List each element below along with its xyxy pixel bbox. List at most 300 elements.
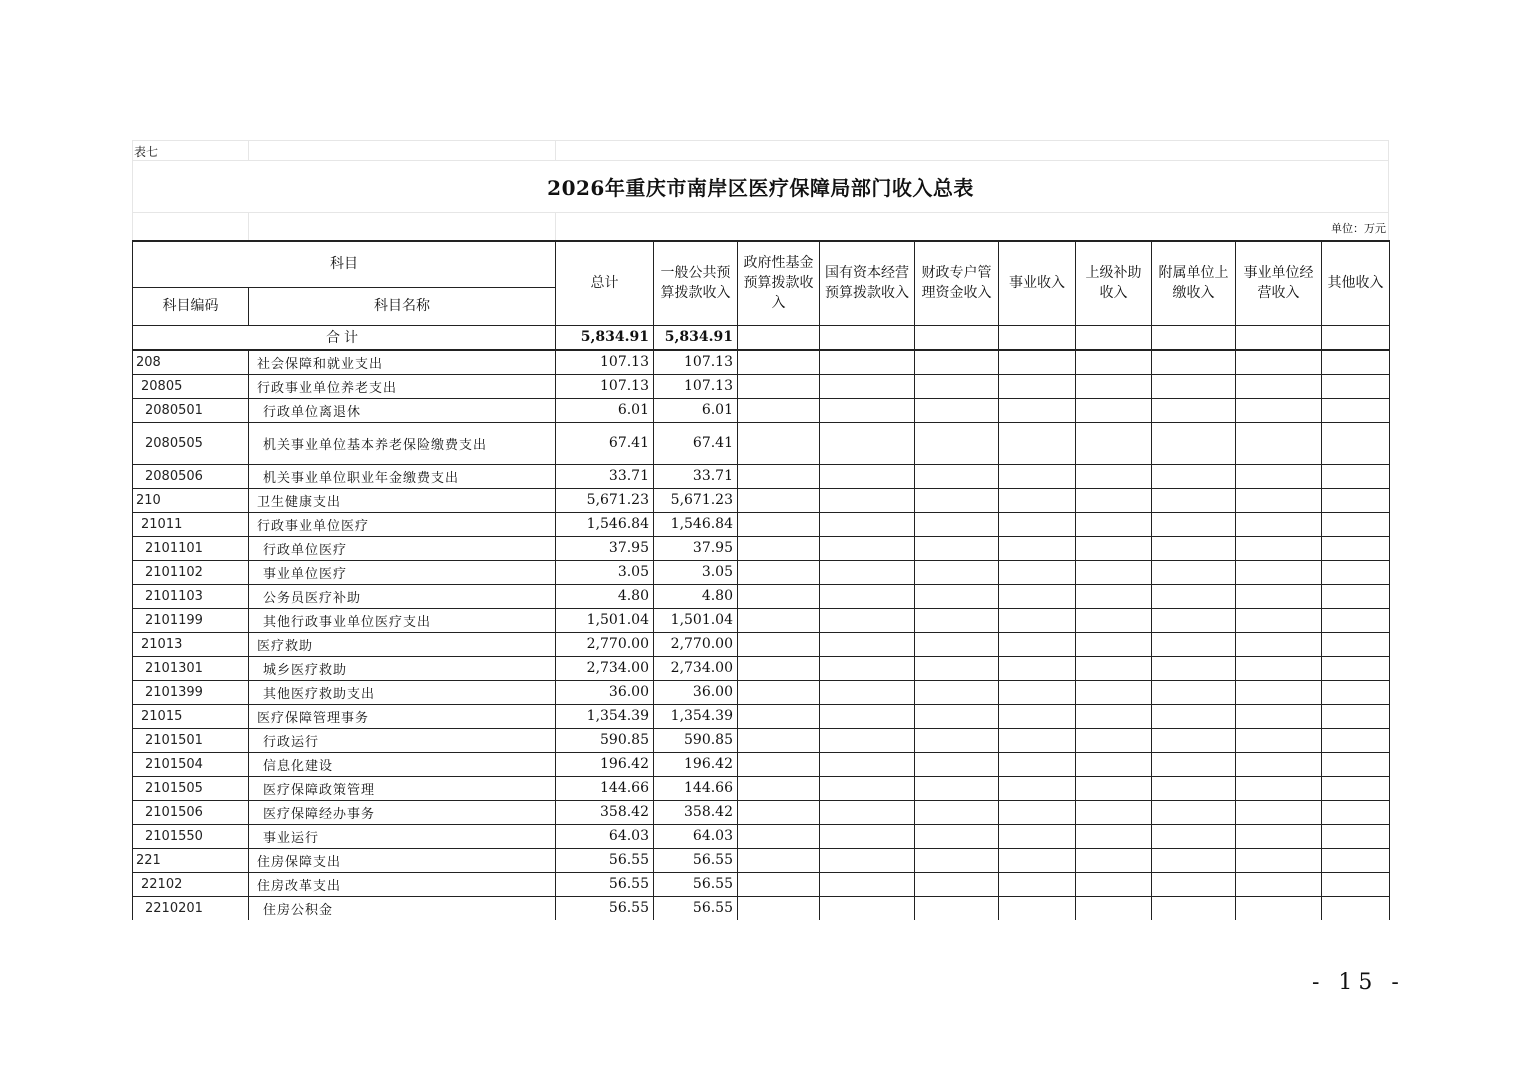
cell-general: 5,671.23 — [654, 488, 738, 512]
cell-empty — [738, 896, 820, 920]
cell-code: 2101101 — [133, 536, 249, 560]
table-row — [133, 374, 1390, 398]
cell-name: 医疗救助 — [249, 632, 556, 656]
header-general: 一般公共预算拨款收入 — [654, 241, 738, 325]
cell-empty — [999, 872, 1076, 896]
cell-empty — [1152, 374, 1236, 398]
cell-empty — [1076, 512, 1152, 536]
cell-empty — [1322, 632, 1390, 656]
cell-empty — [1236, 374, 1322, 398]
cell-total: 3.05 — [556, 560, 654, 584]
cell-empty — [1322, 584, 1390, 608]
cell-name: 医疗保障政策管理 — [249, 776, 556, 800]
cell-empty — [915, 728, 999, 752]
cell-empty — [738, 848, 820, 872]
cell-empty — [915, 374, 999, 398]
header-special: 财政专户管理资金收入 — [915, 241, 999, 325]
cell-empty — [999, 728, 1076, 752]
cell-code: 208 — [133, 350, 249, 374]
header-name: 科目名称 — [249, 287, 556, 325]
cell-general: 2,734.00 — [654, 656, 738, 680]
cell-empty — [1076, 872, 1152, 896]
cell-empty — [915, 752, 999, 776]
cell-total: 1,546.84 — [556, 512, 654, 536]
cell-general: 56.55 — [654, 872, 738, 896]
cell-code: 2101550 — [133, 824, 249, 848]
cell-empty — [915, 680, 999, 704]
cell-general: 1,546.84 — [654, 512, 738, 536]
cell-code: 2101199 — [133, 608, 249, 632]
table-row — [133, 896, 1390, 920]
page-title: 2026年重庆市南岸区医疗保障局部门收入总表 — [547, 176, 974, 200]
table-row — [133, 560, 1390, 584]
cell-empty — [1322, 374, 1390, 398]
cell-empty — [738, 398, 820, 422]
cell-empty — [915, 350, 999, 374]
table-row — [133, 776, 1390, 800]
cell-general: 33.71 — [654, 464, 738, 488]
cell-code: 20805 — [133, 374, 249, 398]
cell-empty — [1076, 398, 1152, 422]
cell-empty — [1076, 680, 1152, 704]
cell-empty — [1236, 512, 1322, 536]
cell-code: 21015 — [133, 704, 249, 728]
total-general: 5,834.91 — [654, 325, 738, 350]
cell-empty — [820, 398, 915, 422]
table-row — [133, 800, 1390, 824]
cell-empty — [820, 512, 915, 536]
cell-name: 其他医疗救助支出 — [249, 680, 556, 704]
cell-total: 107.13 — [556, 350, 654, 374]
cell-total: 1,354.39 — [556, 704, 654, 728]
cell-empty — [915, 656, 999, 680]
cell-empty — [1322, 656, 1390, 680]
cell-general: 107.13 — [654, 374, 738, 398]
table-row — [133, 824, 1390, 848]
cell-empty — [915, 464, 999, 488]
cell-empty — [1152, 704, 1236, 728]
cell-empty — [1322, 422, 1390, 464]
table-label: 表七 — [134, 145, 159, 159]
cell-name: 医疗保障管理事务 — [249, 704, 556, 728]
cell-total: 144.66 — [556, 776, 654, 800]
cell-total: 4.80 — [556, 584, 654, 608]
cell-empty — [999, 632, 1076, 656]
cell-empty — [999, 560, 1076, 584]
cell-empty — [1076, 350, 1152, 374]
cell-empty — [820, 728, 915, 752]
cell-name: 医疗保障经办事务 — [249, 800, 556, 824]
cell-empty — [1152, 512, 1236, 536]
cell-total: 1,501.04 — [556, 608, 654, 632]
cell-total: 107.13 — [556, 374, 654, 398]
cell-empty — [999, 704, 1076, 728]
cell-code: 21011 — [133, 512, 249, 536]
cell-code: 2101103 — [133, 584, 249, 608]
cell-empty — [738, 422, 820, 464]
cell-total: 56.55 — [556, 872, 654, 896]
cell-empty — [915, 776, 999, 800]
cell-empty — [1322, 680, 1390, 704]
cell-empty — [738, 800, 820, 824]
cell-empty — [915, 632, 999, 656]
cell-empty — [915, 584, 999, 608]
cell-empty — [1152, 848, 1236, 872]
cell-total: 67.41 — [556, 422, 654, 464]
cell-empty — [1236, 752, 1322, 776]
cell-empty — [1236, 824, 1322, 848]
cell-general: 64.03 — [654, 824, 738, 848]
cell-empty — [999, 488, 1076, 512]
cell-general: 2,770.00 — [654, 632, 738, 656]
table-row — [133, 488, 1390, 512]
cell-empty — [820, 704, 915, 728]
cell-empty — [738, 872, 820, 896]
cell-empty — [1152, 824, 1236, 848]
cell-empty — [999, 776, 1076, 800]
cell-empty — [1076, 488, 1152, 512]
page-number: - 15 - — [1312, 970, 1405, 995]
cell-empty — [999, 512, 1076, 536]
cell-empty — [999, 584, 1076, 608]
cell-empty — [999, 536, 1076, 560]
cell-total: 56.55 — [556, 896, 654, 920]
cell-empty — [1322, 488, 1390, 512]
cell-empty — [820, 488, 915, 512]
cell-empty — [738, 536, 820, 560]
cell-empty — [1322, 398, 1390, 422]
cell-total: 590.85 — [556, 728, 654, 752]
cell-empty — [1236, 680, 1322, 704]
cell-total: 37.95 — [556, 536, 654, 560]
cell-name: 机关事业单位基本养老保险缴费支出 — [249, 422, 556, 464]
cell-name: 信息化建设 — [249, 752, 556, 776]
cell-empty — [1236, 488, 1322, 512]
header-code: 科目编码 — [133, 287, 249, 325]
cell-name: 社会保障和就业支出 — [249, 350, 556, 374]
cell-empty — [1076, 464, 1152, 488]
cell-empty — [1152, 536, 1236, 560]
cell-empty — [738, 704, 820, 728]
cell-empty — [1236, 560, 1322, 584]
cell-empty — [1076, 848, 1152, 872]
cell-code: 22102 — [133, 872, 249, 896]
cell-name: 住房公积金 — [249, 896, 556, 920]
cell-empty — [999, 398, 1076, 422]
cell-empty — [738, 512, 820, 536]
cell-empty — [999, 896, 1076, 920]
income-summary-table — [132, 240, 1390, 920]
cell-empty — [820, 680, 915, 704]
cell-empty — [1236, 848, 1322, 872]
cell-general: 1,354.39 — [654, 704, 738, 728]
table-row — [133, 350, 1390, 374]
cell-code: 210 — [133, 488, 249, 512]
cell-empty — [1322, 776, 1390, 800]
table-row — [133, 752, 1390, 776]
cell-code: 2101102 — [133, 560, 249, 584]
cell-general: 37.95 — [654, 536, 738, 560]
cell-total: 196.42 — [556, 752, 654, 776]
cell-total: 5,671.23 — [556, 488, 654, 512]
cell-name: 行政运行 — [249, 728, 556, 752]
cell-empty — [1152, 728, 1236, 752]
cell-name: 公务员医疗补助 — [249, 584, 556, 608]
cell-total: 64.03 — [556, 824, 654, 848]
cell-empty — [1152, 608, 1236, 632]
cell-empty — [820, 800, 915, 824]
cell-empty — [820, 608, 915, 632]
cell-empty — [738, 680, 820, 704]
cell-empty — [1236, 656, 1322, 680]
cell-total: 56.55 — [556, 848, 654, 872]
cell-empty — [738, 464, 820, 488]
cell-empty — [738, 824, 820, 848]
cell-empty — [915, 824, 999, 848]
cell-name: 行政事业单位养老支出 — [249, 374, 556, 398]
header-fund: 政府性基金预算拨款收入 — [738, 241, 820, 325]
header-operation: 事业单位经营收入 — [1236, 241, 1322, 325]
cell-name: 城乡医疗救助 — [249, 656, 556, 680]
cell-empty — [915, 872, 999, 896]
cell-empty — [1076, 422, 1152, 464]
cell-empty — [1076, 374, 1152, 398]
cell-code: 2101301 — [133, 656, 249, 680]
cell-empty — [820, 464, 915, 488]
cell-code: 2101505 — [133, 776, 249, 800]
cell-empty — [1322, 350, 1390, 374]
cell-general: 4.80 — [654, 584, 738, 608]
header-state-capital: 国有资本经营预算拨款收入 — [820, 241, 915, 325]
cell-general: 3.05 — [654, 560, 738, 584]
cell-empty — [1236, 536, 1322, 560]
cell-empty — [1322, 728, 1390, 752]
cell-empty — [820, 374, 915, 398]
cell-empty — [1322, 464, 1390, 488]
cell-code: 2080501 — [133, 398, 249, 422]
cell-empty — [820, 422, 915, 464]
cell-general: 56.55 — [654, 848, 738, 872]
cell-empty — [738, 752, 820, 776]
cell-empty — [915, 608, 999, 632]
cell-empty — [1236, 896, 1322, 920]
cell-empty — [1076, 584, 1152, 608]
table-row-total — [133, 325, 1390, 350]
cell-empty — [738, 584, 820, 608]
cell-empty — [915, 896, 999, 920]
cell-empty — [1322, 824, 1390, 848]
cell-empty — [820, 848, 915, 872]
table-row — [133, 584, 1390, 608]
table-row — [133, 536, 1390, 560]
cell-empty — [1076, 632, 1152, 656]
header-subject: 科目 — [133, 241, 556, 287]
header-other: 其他收入 — [1322, 241, 1390, 325]
table-row — [133, 398, 1390, 422]
table-row — [133, 464, 1390, 488]
cell-general: 36.00 — [654, 680, 738, 704]
total-total: 5,834.91 — [556, 325, 654, 350]
cell-empty — [1076, 560, 1152, 584]
cell-general: 144.66 — [654, 776, 738, 800]
cell-empty — [915, 560, 999, 584]
cell-empty — [820, 632, 915, 656]
cell-general: 196.42 — [654, 752, 738, 776]
cell-empty — [1152, 680, 1236, 704]
cell-empty — [915, 398, 999, 422]
table-row — [133, 848, 1390, 872]
cell-empty — [1322, 872, 1390, 896]
unit-label: 单位：万元 — [1331, 222, 1386, 235]
cell-empty — [1236, 398, 1322, 422]
header-business: 事业收入 — [999, 241, 1076, 325]
cell-empty — [738, 488, 820, 512]
cell-empty — [999, 656, 1076, 680]
cell-general: 1,501.04 — [654, 608, 738, 632]
cell-code: 2101399 — [133, 680, 249, 704]
cell-empty — [999, 464, 1076, 488]
cell-empty — [820, 872, 915, 896]
cell-empty — [1076, 728, 1152, 752]
cell-empty — [820, 350, 915, 374]
cell-empty — [999, 608, 1076, 632]
cell-name: 其他行政事业单位医疗支出 — [249, 608, 556, 632]
cell-code: 21013 — [133, 632, 249, 656]
cell-total: 33.71 — [556, 464, 654, 488]
cell-name: 事业运行 — [249, 824, 556, 848]
cell-general: 590.85 — [654, 728, 738, 752]
cell-general: 358.42 — [654, 800, 738, 824]
cell-empty — [1322, 896, 1390, 920]
cell-empty — [915, 422, 999, 464]
cell-empty — [738, 608, 820, 632]
cell-total: 36.00 — [556, 680, 654, 704]
cell-empty — [1236, 464, 1322, 488]
cell-empty — [1322, 800, 1390, 824]
cell-code: 2101504 — [133, 752, 249, 776]
header-subsidy: 上级补助收入 — [1076, 241, 1152, 325]
cell-empty — [820, 896, 915, 920]
cell-empty — [999, 800, 1076, 824]
cell-empty — [1236, 776, 1322, 800]
cell-empty — [820, 776, 915, 800]
cell-empty — [1152, 872, 1236, 896]
cell-empty — [915, 512, 999, 536]
table-row — [133, 680, 1390, 704]
cell-empty — [999, 752, 1076, 776]
cell-empty — [1322, 560, 1390, 584]
cell-general: 107.13 — [654, 350, 738, 374]
table-row — [133, 656, 1390, 680]
cell-empty — [1236, 704, 1322, 728]
cell-empty — [738, 632, 820, 656]
cell-empty — [1236, 872, 1322, 896]
cell-empty — [1322, 848, 1390, 872]
cell-empty — [738, 656, 820, 680]
cell-empty — [999, 848, 1076, 872]
cell-empty — [1076, 752, 1152, 776]
cell-empty — [1322, 752, 1390, 776]
cell-total: 2,734.00 — [556, 656, 654, 680]
cell-total: 6.01 — [556, 398, 654, 422]
cell-code: 2101506 — [133, 800, 249, 824]
cell-empty — [999, 422, 1076, 464]
cell-empty — [1076, 776, 1152, 800]
table-row — [133, 632, 1390, 656]
cell-total: 358.42 — [556, 800, 654, 824]
cell-name: 住房改革支出 — [249, 872, 556, 896]
table-row — [133, 704, 1390, 728]
cell-empty — [738, 374, 820, 398]
cell-name: 行政单位离退休 — [249, 398, 556, 422]
header-total: 总计 — [556, 241, 654, 325]
cell-empty — [1152, 398, 1236, 422]
cell-empty — [1236, 350, 1322, 374]
cell-general: 67.41 — [654, 422, 738, 464]
cell-empty — [820, 536, 915, 560]
table-row — [133, 872, 1390, 896]
cell-empty — [820, 560, 915, 584]
cell-empty — [738, 728, 820, 752]
cell-empty — [915, 488, 999, 512]
cell-name: 机关事业单位职业年金缴费支出 — [249, 464, 556, 488]
cell-empty — [1152, 488, 1236, 512]
total-label: 合计 — [133, 325, 556, 350]
cell-empty — [915, 848, 999, 872]
cell-name: 行政单位医疗 — [249, 536, 556, 560]
cell-code: 2101501 — [133, 728, 249, 752]
cell-empty — [1236, 422, 1322, 464]
cell-empty — [1152, 752, 1236, 776]
cell-empty — [999, 824, 1076, 848]
cell-code: 2210201 — [133, 896, 249, 920]
cell-empty — [820, 584, 915, 608]
cell-empty — [915, 536, 999, 560]
cell-general: 6.01 — [654, 398, 738, 422]
cell-empty — [1322, 704, 1390, 728]
cell-empty — [820, 824, 915, 848]
cell-empty — [1236, 584, 1322, 608]
cell-empty — [1152, 350, 1236, 374]
cell-empty — [1152, 896, 1236, 920]
cell-general: 56.55 — [654, 896, 738, 920]
cell-total: 2,770.00 — [556, 632, 654, 656]
cell-empty — [1322, 536, 1390, 560]
cell-empty — [1152, 632, 1236, 656]
header-affiliated: 附属单位上缴收入 — [1152, 241, 1236, 325]
cell-empty — [1236, 728, 1322, 752]
cell-name: 行政事业单位医疗 — [249, 512, 556, 536]
cell-empty — [999, 374, 1076, 398]
cell-code: 2080506 — [133, 464, 249, 488]
cell-code: 2080505 — [133, 422, 249, 464]
cell-empty — [1076, 824, 1152, 848]
cell-empty — [738, 776, 820, 800]
cell-empty — [1152, 464, 1236, 488]
cell-name: 住房保障支出 — [249, 848, 556, 872]
cell-empty — [1152, 800, 1236, 824]
cell-empty — [1076, 800, 1152, 824]
cell-empty — [1076, 608, 1152, 632]
cell-empty — [738, 560, 820, 584]
cell-empty — [1076, 896, 1152, 920]
cell-empty — [1076, 704, 1152, 728]
cell-empty — [738, 350, 820, 374]
cell-empty — [1322, 608, 1390, 632]
cell-empty — [915, 704, 999, 728]
table-row — [133, 422, 1390, 464]
cell-empty — [820, 752, 915, 776]
